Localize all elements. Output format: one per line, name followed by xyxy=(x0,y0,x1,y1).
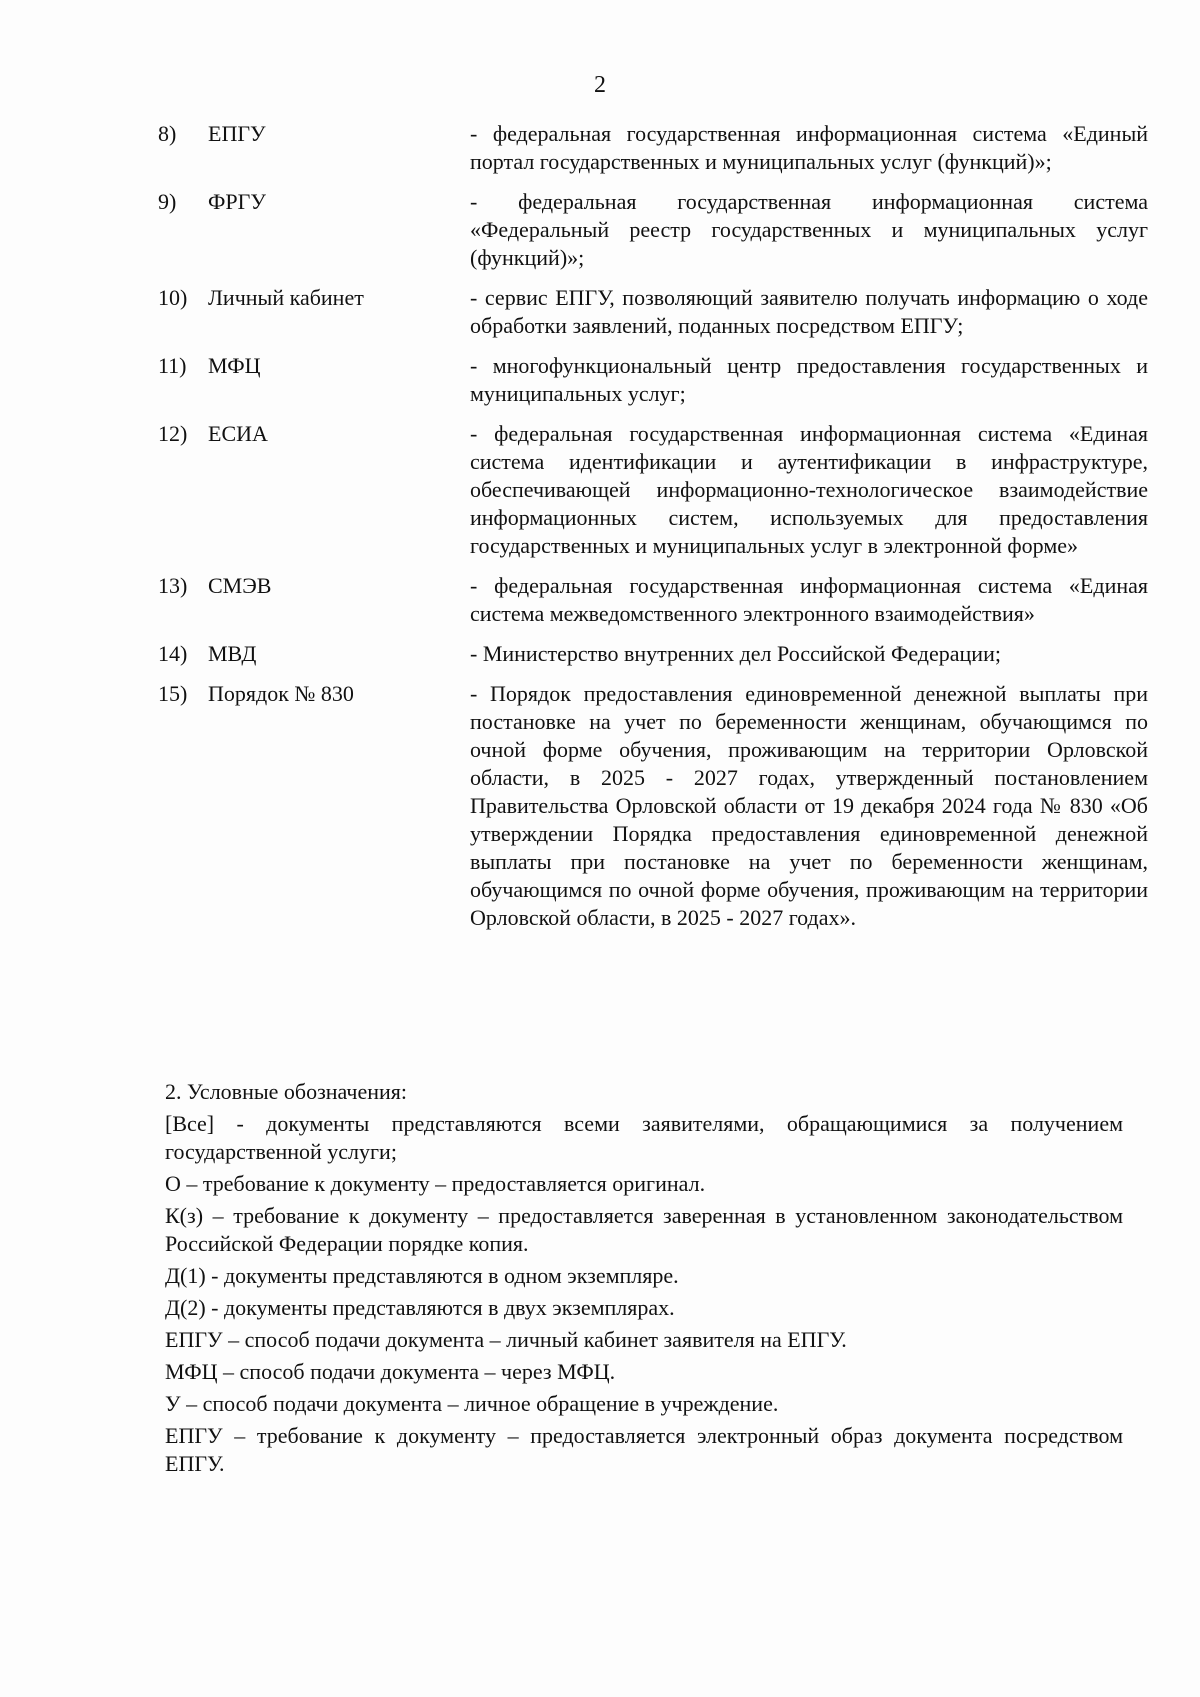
abbreviation-row xyxy=(158,284,1148,340)
abbreviation-number: 12) xyxy=(158,421,188,446)
page-number: 2 xyxy=(594,72,606,98)
abbreviation-row xyxy=(158,188,1148,272)
abbreviation-term: МВД xyxy=(208,641,257,666)
legend-item: У – способ подачи документа – личное обращение в учреждение. xyxy=(165,1391,779,1416)
legend-title: 2. Условные обозначения: xyxy=(165,1079,408,1104)
abbreviation-row xyxy=(158,420,1148,560)
legend-item: О – требование к документу – предоставляется оригинал. xyxy=(165,1171,706,1196)
abbreviation-definition: - федеральная государственная информационная система «Федеральный реестр государственных и муниципальных услуг (функций)»; xyxy=(470,189,1148,270)
abbreviation-number: 10) xyxy=(158,285,188,310)
abbreviation-number: 14) xyxy=(158,641,188,666)
abbreviation-definition: - федеральная государственная информационная система «Единая система идентификации и аутентификации в инфраструктуре, обеспечивающей информационно-технологическое взаимодействие информационных систем, используемых для предоставления государственных и муниципальных услуг в электронной форме» xyxy=(470,421,1148,558)
legend-item: Д(1) - документы представляются в одном экземпляре. xyxy=(165,1263,679,1288)
abbreviation-number: 15) xyxy=(158,681,188,706)
abbreviation-number: 8) xyxy=(158,121,177,146)
abbreviations-list xyxy=(158,120,1148,944)
legend-item: К(з) – требование к документу – предоставляется заверенная в установленном законодательством Российской Федерации порядке копия. xyxy=(165,1203,1123,1256)
abbreviation-number: 9) xyxy=(158,189,177,214)
abbreviation-term: ЕСИА xyxy=(208,421,268,446)
abbreviation-row xyxy=(158,352,1148,408)
abbreviation-number: 11) xyxy=(158,353,187,378)
abbreviation-row xyxy=(158,680,1148,932)
legend-item: ЕПГУ – способ подачи документа – личный кабинет заявителя на ЕПГУ. xyxy=(165,1327,847,1352)
abbreviation-definition: - Министерство внутренних дел Российской Федерации; xyxy=(470,641,1001,666)
abbreviation-term: ЕПГУ xyxy=(208,121,266,146)
legend-section xyxy=(165,1078,1123,1482)
abbreviation-definition: - федеральная государственная информационная система «Единая система межведомственного электронного взаимодействия» xyxy=(470,573,1148,626)
abbreviation-number: 13) xyxy=(158,573,188,598)
legend-item: МФЦ – способ подачи документа – через МФЦ. xyxy=(165,1359,616,1384)
abbreviation-term: Личный кабинет xyxy=(208,285,364,310)
abbreviation-row xyxy=(158,572,1148,628)
abbreviation-term: СМЭВ xyxy=(208,573,272,598)
abbreviation-definition: - многофункциональный центр предоставления государственных и муниципальных услуг; xyxy=(470,353,1148,406)
abbreviation-term: ФРГУ xyxy=(208,189,266,214)
legend-item: [Все] - документы представляются всеми заявителями, обращающимися за получением государственной услуги; xyxy=(165,1111,1123,1164)
abbreviation-row xyxy=(158,120,1148,176)
legend-item: ЕПГУ – требование к документу – предоставляется электронный образ документа посредством ЕПГУ. xyxy=(165,1423,1123,1476)
abbreviation-definition: - федеральная государственная информационная система «Единый портал государственных и муниципальных услуг (функций)»; xyxy=(470,121,1148,174)
abbreviation-term: МФЦ xyxy=(208,353,261,378)
abbreviation-row xyxy=(158,640,1148,668)
abbreviation-definition: - сервис ЕПГУ, позволяющий заявителю получать информацию о ходе обработки заявлений, поданных посредством ЕПГУ; xyxy=(470,285,1148,338)
abbreviation-term: Порядок № 830 xyxy=(208,681,354,706)
abbreviation-definition: - Порядок предоставления единовременной денежной выплаты при постановке на учет по беременности женщинам, обучающимся по очной форме обучения, проживающим на территории Орловской области, в 2025 - 2027 годах, утвержденный постановлением Правительства Орловской области от 19 декабря 2024 года № 830 «Об утверждении Порядка предоставления единовременной денежной выплаты при постановке на учет по беременности женщинам, обучающимся по очной форме обучения, проживающим на территории Орловской области, в 2025 - 2027 годах». xyxy=(470,681,1148,930)
legend-item: Д(2) - документы представляются в двух экземплярах. xyxy=(165,1295,675,1320)
